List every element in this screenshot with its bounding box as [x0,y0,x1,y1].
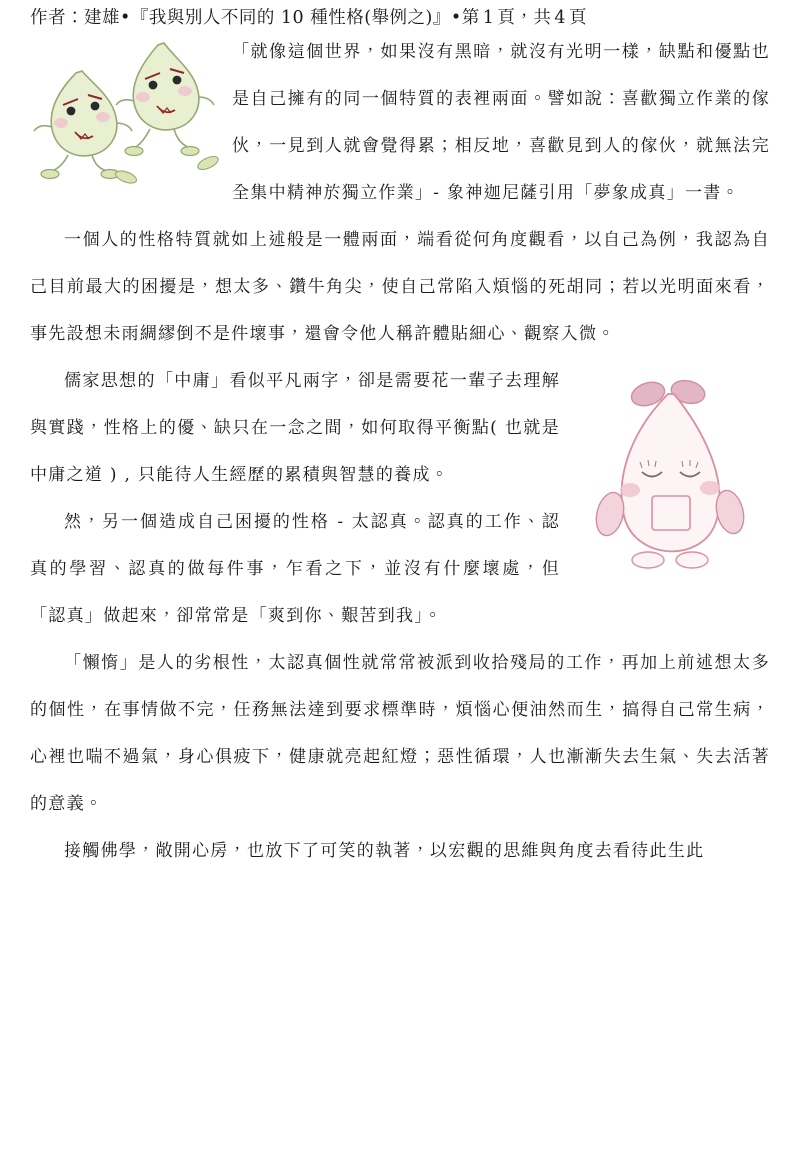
total-page-unit: 頁 [569,8,587,28]
header-separator-2: • [450,8,462,28]
two-angry-running-droplet-characters-icon [30,35,226,190]
author-name: 建雄 [84,8,120,28]
paragraph-laziness: 「懶惰」是人的劣根性，太認真個性就常常被派到收拾殘局的工作，再加上前述想太多的個性，在事情做不完，任務無法達到要求標準時，煩惱心便油然而生，搞得自己常生病，心裡也喘不過氣，身心俱疲下，健康就亮起紅燈；惡性循環，人也漸漸失去生氣、失去活著的意義。 [30,653,770,814]
paragraph-too-serious: 然，另一個造成自己困擾的性格 - 太認真。認真的工作、認真的學習、認真的做每件事，乍看之下，並沒有什麼壞處，但「認真」做起來，卻常常是「爽到你、艱苦到我」。 [30,512,560,626]
page-unit: 頁 [497,8,516,28]
header-comma: ， [515,8,534,28]
page-word: 第 [461,8,480,28]
total-word: 共 [533,8,552,28]
author-label: 作者： [30,8,84,28]
paragraph-buddhism: 接觸佛學，敞開心房，也放下了可笑的執著，以宏觀的思維與角度去看待此生此 [64,841,705,861]
paragraph-confucian-mean: 儒家思想的「中庸」看似平凡兩字，卻是需要花一輩子去理解與實踐，性格上的優、缺只在一念之間，如何取得平衡點( 也就是中庸之道 ) , 只能待人生經歷的累積與智慧的養成。 [30,371,560,485]
paragraph-two-sides: 一個人的性格特質就如上述般是一體兩面，端看從何角度觀看，以自己為例，我認為自己目前最大的困擾是，想太多、鑽牛角尖，使自己常陷入煩惱的死胡同；若以光明面來看，事先設想未雨綢繆倒不是件壞事，還會令他人稱許體貼細心、觀察入微。 [30,230,770,344]
header-separator-1: • [120,8,131,28]
page-number: 1 [482,8,495,28]
total-page-number: 4 [554,8,566,28]
illustration-sitting-pink-droplet [570,364,770,614]
document-body [30,29,770,875]
document-title: 『我與別人不同的 10 種性格(舉例之)』 [130,8,451,28]
document-header [30,0,770,29]
sitting-pink-droplet-character-icon [570,364,770,614]
illustration-two-angry-droplets [30,35,226,190]
paragraph-quote: 「就像這個世界，如果沒有黑暗，就沒有光明一樣，缺點和優點也是自己擁有的同一個特質的表裡兩面。譬如說：喜歡獨立作業的傢伙，一見到人就會覺得累；相反地，喜歡見到人的傢伙，就無法完全集中精神於獨立作業」- 象神迦尼薩引用「夢象成真」一書。 [232,42,770,203]
